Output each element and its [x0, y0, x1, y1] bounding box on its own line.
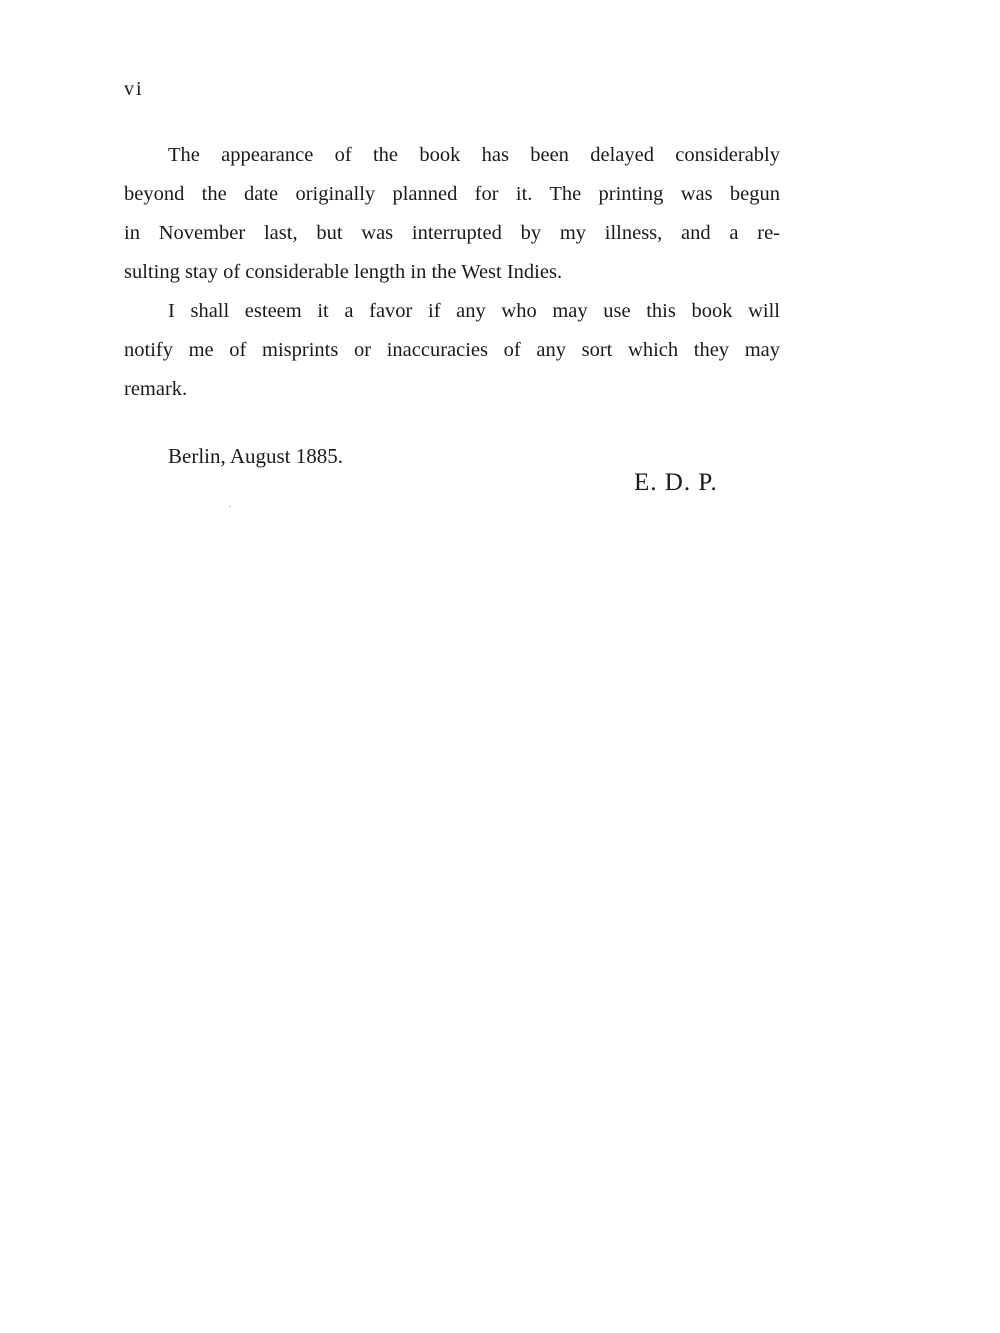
author-initials: E. D. P.: [634, 469, 718, 496]
paragraph-2-line: remark.: [124, 378, 188, 400]
paragraph-2-line: I shall esteem it a favor if any who may use this book will: [168, 300, 780, 322]
paragraph-1-line: in November last, but was interrupted by my illness, and a re-: [124, 222, 780, 244]
paragraph-1-line: beyond the date originally planned for it. The printing was begun: [124, 183, 780, 205]
scan-speck: [229, 506, 231, 507]
paragraph-1-line: The appearance of the book has been delayed considerably: [168, 144, 780, 166]
preface-text: [124, 136, 780, 409]
page-number: vi: [124, 78, 144, 100]
paragraph-2-line: notify me of misprints or inaccuracies of any sort which they may: [124, 339, 780, 361]
paragraph-1-line: sulting stay of considerable length in the West Indies.: [124, 261, 563, 283]
place-and-date: Berlin, August 1885.: [168, 444, 344, 468]
